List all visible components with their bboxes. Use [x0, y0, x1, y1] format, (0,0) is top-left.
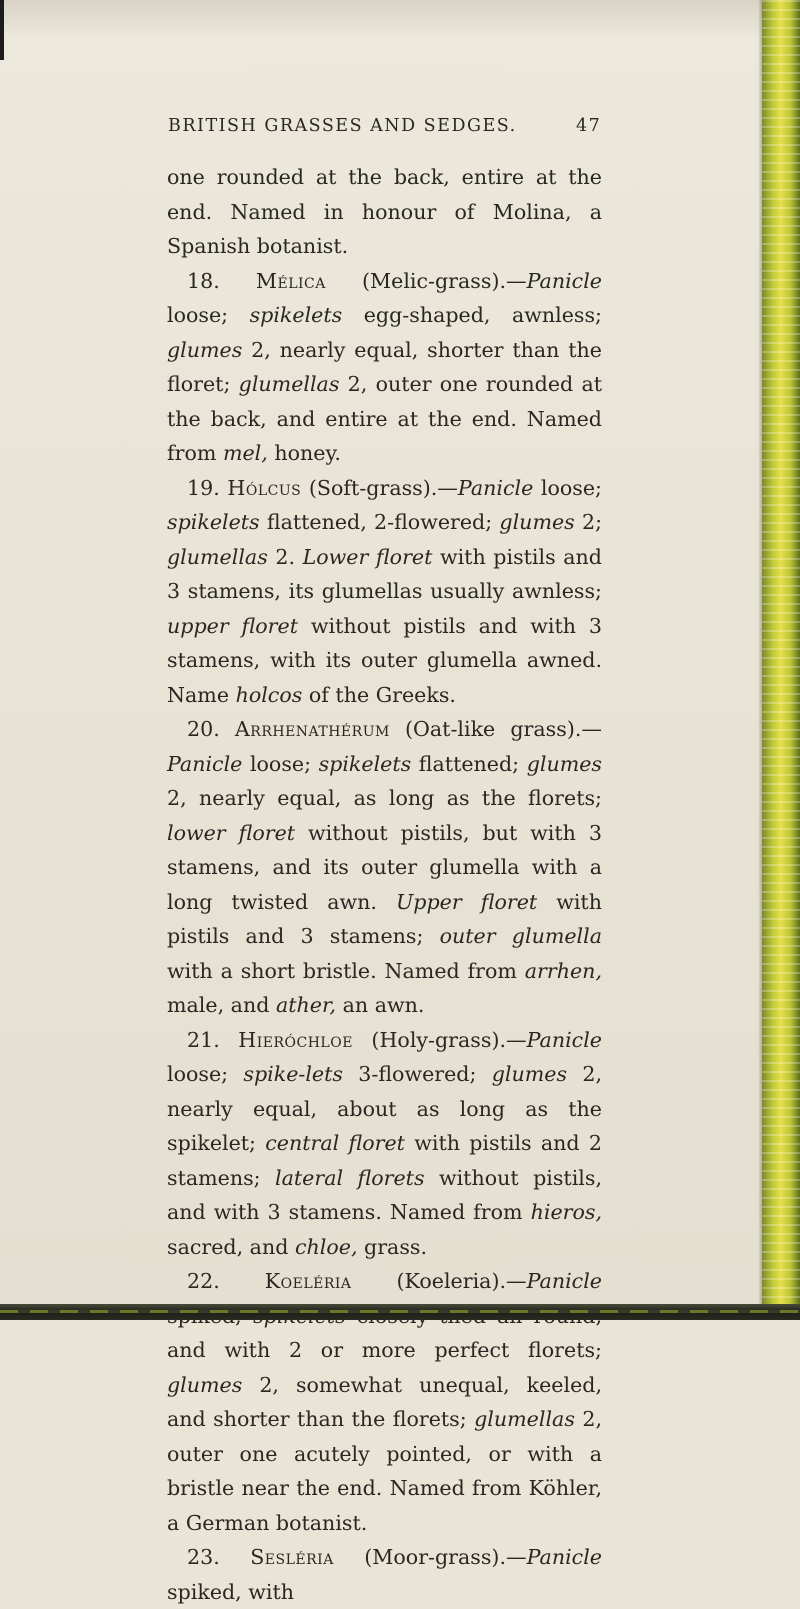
text-run: (Moor-grass).—	[333, 1545, 527, 1569]
italic-term: arrhen,	[524, 958, 602, 983]
paragraph-p23	[167, 1540, 602, 1609]
text-run: with pistils and 3 stamens, its glumellas usually awnless;	[167, 544, 602, 603]
text-run: with pistils and 3 stamens;	[167, 889, 602, 948]
text-run: egg-shaped, awnless;	[342, 303, 602, 327]
text-run: one rounded at the back, entire at the end. Named in honour of Molina, a Spanish botanist.	[167, 165, 602, 258]
text-run: (Koeleria).—	[351, 1269, 527, 1293]
italic-term: glumellas	[474, 1407, 575, 1431]
genus-name: Koeléria	[264, 1269, 352, 1293]
italic-term: glumes	[526, 751, 603, 776]
running-head	[0, 116, 762, 142]
text-run: with a short bristle. Named from	[167, 958, 525, 983]
genus-name: Sesléria	[250, 1545, 334, 1569]
text-run: flattened, 2-flowered;	[259, 510, 500, 534]
italic-term: mel,	[222, 441, 268, 465]
text-run: with pistils and 2 stamens;	[167, 1131, 602, 1190]
italic-term: Panicle	[167, 751, 243, 776]
text-run: (Oat-like grass).—	[389, 717, 602, 741]
book-spine-edge	[762, 0, 800, 1320]
text-run: 3-flowered;	[342, 1062, 492, 1086]
genus-name: Hólcus	[227, 475, 302, 500]
italic-term: glumellas	[167, 544, 268, 569]
text-run: 20.	[187, 717, 235, 741]
text-run: of the Greeks.	[302, 682, 456, 707]
paragraph-p20	[167, 712, 602, 1023]
italic-term: glumes	[499, 510, 575, 534]
text-run: 2, nearly equal, shorter than the floret;	[167, 337, 602, 396]
text-run: grass.	[357, 1234, 428, 1259]
italic-term: glumes	[167, 337, 243, 362]
italic-term: ather,	[275, 993, 337, 1017]
body-text	[167, 160, 602, 1609]
text-run: loose;	[167, 303, 250, 327]
italic-term: glumes	[491, 1062, 568, 1086]
text-run: 23.	[187, 1545, 251, 1569]
text-run: 2, nearly equal, about as long as the spikelet;	[167, 1062, 602, 1155]
genus-name: Arrhenathérum	[234, 717, 390, 741]
text-run: flattened;	[411, 751, 527, 776]
text-run: sacred, and	[167, 1234, 295, 1259]
text-run: spiked, with	[167, 1579, 295, 1604]
italic-term: Lower floret	[302, 544, 433, 569]
text-run: 2, outer one rounded at the back, and entire at the end. Named from	[167, 372, 602, 465]
italic-term: chloe,	[294, 1234, 358, 1259]
italic-term: Panicle	[457, 475, 534, 500]
text-run: 2.	[267, 544, 303, 569]
text-run: 2, outer one acutely pointed, or with a bristle near the end. Named from Köhler, a German botanist.	[167, 1407, 603, 1535]
text-run: 22.	[187, 1269, 265, 1293]
italic-term: lower floret	[167, 820, 296, 845]
text-run: (Soft-grass).—	[301, 475, 458, 500]
italic-term: spikelets	[249, 303, 343, 327]
italic-term: holcos	[235, 682, 303, 707]
text-run: without pistils and with 3 stamens, with its outer glumella awned. Name	[167, 613, 602, 707]
text-run: loose;	[242, 751, 319, 776]
page-left-edge-mark	[0, 0, 4, 60]
italic-term: spikelets	[318, 751, 412, 776]
italic-term: glumellas	[238, 372, 340, 396]
paragraph-p0	[167, 160, 602, 264]
italic-term: Panicle	[526, 1027, 602, 1052]
text-run: 2, somewhat unequal, keeled, and shorter than the florets;	[167, 1372, 602, 1431]
text-run: without pistils, and with 3 stamens. Named from	[167, 1165, 602, 1224]
text-run: 2, nearly equal, as long as the florets;	[167, 786, 602, 810]
text-run: 19.	[187, 475, 228, 500]
italic-term: spikelets	[167, 510, 260, 534]
italic-term: upper floret	[167, 613, 298, 638]
italic-term: glumes	[167, 1372, 243, 1397]
paragraph-p18	[167, 264, 602, 471]
running-head-title: BRITISH GRASSES AND SEDGES.	[168, 116, 517, 136]
genus-name: Mélica	[255, 268, 326, 293]
text-run: (Melic-grass).—	[325, 268, 527, 293]
text-run: loose;	[167, 1062, 244, 1086]
text-run: without pistils, but with 3 stamens, and its outer glumella with a long twisted awn.	[167, 820, 602, 914]
page-number: 47	[576, 116, 602, 136]
italic-term: lateral florets	[275, 1165, 425, 1190]
italic-term: Panicle	[526, 1269, 602, 1293]
text-run: (Holy-grass).—	[352, 1027, 527, 1052]
bottom-border-strip	[0, 1304, 800, 1320]
text-run: 18.	[187, 268, 256, 293]
paragraph-p19	[167, 471, 602, 713]
paragraph-p21	[167, 1023, 602, 1265]
italic-term: Panicle	[526, 1545, 602, 1569]
text-run: an awn.	[336, 993, 425, 1017]
text-run: 21.	[187, 1027, 239, 1052]
italic-term: central floret	[265, 1131, 405, 1155]
italic-term: Panicle	[526, 268, 602, 293]
text-run: male, and	[167, 993, 276, 1017]
italic-term: outer glumella	[439, 924, 602, 948]
italic-term: spike-lets	[243, 1062, 343, 1086]
italic-term: Upper floret	[395, 889, 538, 914]
genus-name: Hieróchloe	[238, 1027, 353, 1052]
text-run: and with 2 or more perfect florets;	[167, 1338, 602, 1362]
page-top-shadow	[0, 0, 762, 38]
text-run: honey.	[267, 441, 341, 465]
text-run: 2;	[574, 510, 603, 534]
text-run: loose;	[533, 475, 602, 500]
italic-term: hieros,	[530, 1200, 602, 1224]
